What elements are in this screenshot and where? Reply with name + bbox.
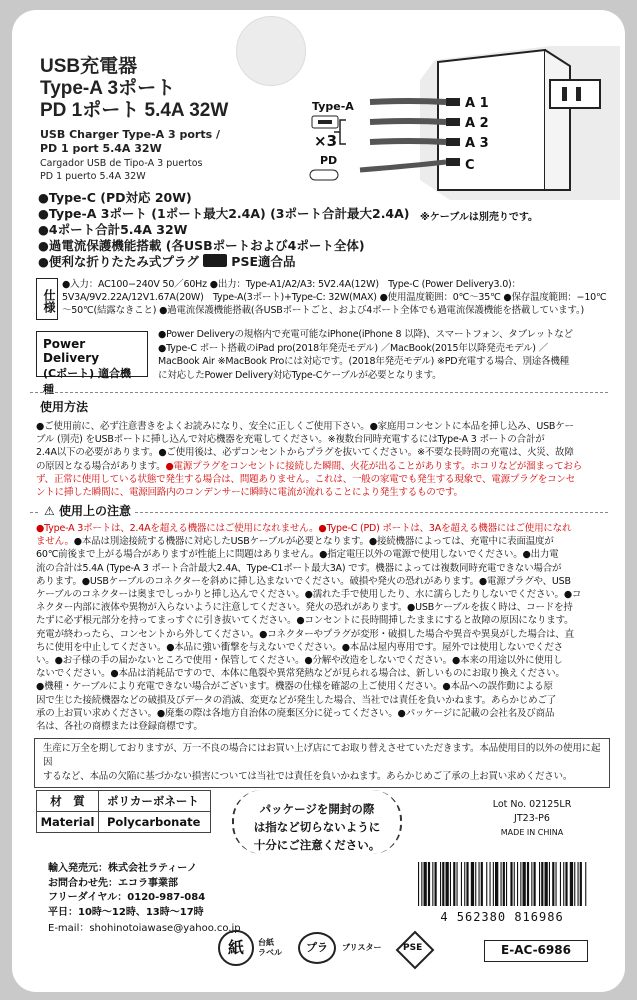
usage-line: ブル (別売) をUSBポートに挿し込んで対応機器を充電してください。※複数台同時充電するにはType-A 3 ポートの合計が xyxy=(36,434,545,446)
barcode-bar xyxy=(570,862,573,906)
feature-list xyxy=(38,190,410,270)
usage-text xyxy=(36,420,622,499)
barcode-bar xyxy=(493,862,494,906)
barcode-bar xyxy=(545,862,548,906)
company-email: E-mail：shohinotoiawase@yahoo.co.jp xyxy=(48,923,241,934)
barcode-bar xyxy=(479,862,480,906)
divider xyxy=(30,392,608,393)
pd-line: に対応したPower Delivery対応Type-Cケーブルが必要となります。 xyxy=(158,369,442,381)
barcode-bar xyxy=(475,862,476,906)
spec-label: 仕様 xyxy=(36,278,58,320)
material-en-label: Material xyxy=(37,812,99,833)
barcode-bar xyxy=(560,862,561,906)
company-contact: お問合わせ先：エコラ事業部 xyxy=(48,877,178,889)
warning-icon: ⚠ xyxy=(44,504,55,518)
barcode-bar xyxy=(539,862,540,906)
barcode-bar xyxy=(490,862,491,906)
port-c-label: C xyxy=(465,158,475,173)
feature-item: ●Type-C (PD対応 20W) xyxy=(38,190,192,205)
feature-item: ●Type-A 3ポート (1ポート最大2.4A) (3ポート合計最大2.4A) xyxy=(38,206,410,221)
barcode-bar xyxy=(418,862,419,906)
company-info xyxy=(48,862,241,937)
caution-line: 充電が終わったら、コンセントから外してください。●コネクターやプラグが変形・破損した場合や異音や異臭がした場合は、直 xyxy=(36,628,574,640)
subtitle-es xyxy=(40,158,203,183)
barcode-bar xyxy=(503,862,505,906)
caution-line: 承の上お買い求めください。●廃棄の際は各地方自治体の廃棄区分に従ってください。●パッケージに記載の会社名及び商品 xyxy=(36,707,555,719)
subtitle-es-line1: Cargador USB de Tipo-A 3 puertos xyxy=(40,158,203,169)
lot-info xyxy=(482,798,582,840)
hang-hole xyxy=(236,16,306,86)
spec-line: ●入力：AC100−240V 50／60Hz ●出力：Type-A1/A2/A3: 5V2.4A(12W) Type-C (Power Delivery3.0)： xyxy=(62,279,521,290)
subtitle-en-line1: USB Charger Type-A 3 ports / xyxy=(40,128,221,141)
barcode-bar xyxy=(446,862,449,906)
open-note-line: は指など切らないように xyxy=(253,820,381,834)
caution-line: あります。●USBケーブルのコネクターを斜めに挿し込まないでください。破損や発火の恐れがあります。●電源プラグや、USB xyxy=(36,575,571,587)
pd-compat-label1: Power Delivery xyxy=(43,337,100,365)
barcode-bar xyxy=(466,862,468,906)
barcode-bars xyxy=(412,862,592,906)
barcode-bar xyxy=(541,862,543,906)
port-a2-label: A 2 xyxy=(465,116,489,131)
pd-label: PD xyxy=(320,154,338,167)
spec-line: 〜50℃(結露なきこと) ●過電流保護機能搭載(各USBポートごと、および4ポート全体でも過電流保護機能を搭載しています。) xyxy=(62,305,585,317)
product-title xyxy=(40,56,228,122)
barcode-bar xyxy=(549,862,550,906)
caution-line: ません。●本品は別途接続する機器に対応したUSBケーブルが必要となります。●接続機器によっては、充電中に表面温度が xyxy=(36,536,554,548)
usage-line: の原因となる場合があります。●電源プラグをコンセントに接続した瞬間、火花が出ることがあります。ホコリなどが溜まっておら xyxy=(36,460,582,472)
barcode-bar xyxy=(435,862,437,906)
barcode-bar xyxy=(453,862,455,906)
pd-line: ●Power Deliveryの規格内で充電可能なiPhone(iPhone 8 以降)、スマートフォン、タブレットなど xyxy=(158,329,573,340)
pd-line: ●Type-C ポート搭載のiPad pro(2018年発売モデル) ／MacBook(2015年以降発売モデル) ／ xyxy=(158,342,548,354)
caution-heading: ⚠ 使用上の注意 xyxy=(40,502,135,519)
feature-item: ●4ポート合計5.4A 32W xyxy=(38,222,188,237)
caution-line: たずに必ず根元部分を持ってまっすぐに引き抜いてください。●コンセントに長時間挿したままにすると故障の原因になります。 xyxy=(36,615,574,627)
barcode-bar xyxy=(424,862,427,906)
open-note-line: 十分にご注意ください。 xyxy=(253,838,381,852)
pd-compat-text xyxy=(158,328,620,382)
barcode-bar xyxy=(563,862,564,906)
plastic-recycle-label: ブリスター xyxy=(342,943,382,952)
pse-label: PSE適合品 xyxy=(231,254,296,269)
lot-code: JT23-P6 xyxy=(514,813,550,824)
company-hours: 平日：10時〜12時、13時〜17時 xyxy=(48,906,204,918)
barcode-bar xyxy=(501,862,502,906)
pd-line: MacBook Air ※MacBook Proには対応です。(2018年発売モデル) ※PD充電する場合、別途各機種 xyxy=(158,356,569,367)
barcode-bar xyxy=(471,862,474,906)
lot-number: Lot No. 02125LR xyxy=(492,799,572,810)
usage-line: ントに挿した瞬間に、電源回路内のコンデンサーに瞬時に電流が流れることにより発生するものです。 xyxy=(36,487,463,499)
pse-chip-icon xyxy=(203,254,227,267)
title-line2: Type-A 3ポート xyxy=(40,78,176,99)
caution-line: ●Type-A 3ポートは、2.4Aを超える機器にはご使用になれません。●Type-C (PD) ポートは、3Aを超える機器にはご使用になれ xyxy=(36,523,572,534)
made-in: MADE IN CHINA xyxy=(500,828,564,837)
usage-line: ●ご使用前に、必ず注意書きをよくお読みになり、安全に正しくご使用下さい。●家庭用コンセントに本品を挿し込み、USBケー xyxy=(36,421,574,432)
barcode xyxy=(412,862,592,924)
pd-compat-label xyxy=(36,331,148,396)
material-table xyxy=(36,790,211,833)
charger-diagram xyxy=(300,40,620,210)
barcode-bar xyxy=(506,862,507,906)
title-line3: PD 1ポート 5.4A 32W xyxy=(40,100,229,121)
caution-line: ●機種・ケーブルにより充電できない場合がございます。機器の仕様を確認の上ご使用ください。●本品への誤作動による原 xyxy=(36,681,553,693)
caution-line: 60℃前後まで上がる場合がありますが性能上に問題はありません。●指定電圧以外の電源で使用しないでください。●出力電 xyxy=(36,549,559,561)
barcode-bar xyxy=(442,862,444,906)
subtitle-es-line2: PD 1 puerto 5.4A 32W xyxy=(40,170,146,182)
caution-line: 名は、各社の商標または登録商標です。 xyxy=(36,721,203,733)
material-jp-value: ポリカーボネート xyxy=(99,791,211,812)
barcode-bar xyxy=(552,862,554,906)
barcode-bar xyxy=(457,862,458,906)
company-freedial: フリーダイヤル：0120-987-084 xyxy=(48,892,206,903)
feature-item: ●便利な折りたたみ式プラグ PSE適合品 xyxy=(38,254,296,269)
barcode-bar xyxy=(580,862,582,906)
spec-text xyxy=(62,278,622,318)
barcode-bar xyxy=(585,862,586,906)
spec-line: 5V3A/9V2.22A/12V1.67A(20W) Type-A(3ポート)+Type-C: 32W(MAX) ●使用温度範囲：0℃〜35℃ ●保存温度範囲：−10℃ xyxy=(62,292,607,304)
caution-line: ちに使用を中止してください。●本品に強い衝撃を与えないでください。●本品は屋内専用です。屋外では使用しないでくださ xyxy=(36,641,563,653)
barcode-bar xyxy=(523,862,526,906)
caution-text xyxy=(36,522,622,733)
feature-item: ●過電流保護機能搭載 (各USBポートおよび4ポート全体) xyxy=(38,238,365,253)
port-a1-label: A 1 xyxy=(465,96,489,111)
caution-line: 因で生じた接続機器などの破損及びデータの消滅、変更などが発生した場合、当社では責任を負いかねます。あらかじめご了 xyxy=(36,694,557,706)
usage-heading: 使用方法 xyxy=(40,400,89,414)
barcode-bar xyxy=(428,862,430,906)
barcode-bar xyxy=(440,862,441,906)
caution-line: ケーブルのコネクターは奥までしっかりと挿し込んでください。●濡れた手で使用したり、水に濡らしたりしないでください。●コ xyxy=(36,589,582,601)
barcode-bar xyxy=(432,862,433,906)
barcode-bar xyxy=(495,862,498,906)
barcode-bar xyxy=(421,862,422,906)
barcode-bar xyxy=(556,862,557,906)
barcode-bar xyxy=(486,862,487,906)
cable-note: ※ケーブルは別売りです。 xyxy=(420,212,539,223)
barcode-bar xyxy=(450,862,451,906)
material-jp-label: 材 質 xyxy=(37,791,99,812)
barcode-bar xyxy=(531,862,532,906)
barcode-bar xyxy=(517,862,518,906)
barcode-bar xyxy=(520,862,521,906)
barcode-bar xyxy=(574,862,575,906)
open-note-line: パッケージを開封の際 xyxy=(259,802,375,816)
charger-illustration xyxy=(300,40,620,210)
caution-line: い。●お子様の手の届かないところで使用・保管してください。●分解や改造をしないでください。●本来の用途以外に使用し xyxy=(36,655,563,667)
barcode-bar xyxy=(565,862,567,906)
plastic-recycle-icon: プラ xyxy=(298,932,336,964)
disclaimer-line: するなど、本品の欠陥に基づかない損害については当社では責任を負いかねます。あらかじめご了承の上お買い求めください。 xyxy=(43,771,573,782)
barcode-bar xyxy=(481,862,483,906)
subtitle-en-line2: PD 1 port 5.4A 32W xyxy=(40,142,162,155)
caution-line: ないでください。●本品は消耗品ですので、本体に亀裂や異常発熱などが見られる場合は、新しいものにお取り換えください。 xyxy=(36,668,565,680)
pd-compat-label2: (Cポート) 適合機種 xyxy=(43,367,131,396)
disclaimer-line: 生産に万全を期しておりますが、万一不良の場合にはお買い上げ店にてお取り替えさせていただきます。本品使用目的以外の使用に起因 xyxy=(43,743,601,768)
company-seller: 輸入発売元：株式会社ラティーノ xyxy=(48,863,197,874)
barcode-bar xyxy=(578,862,579,906)
times3-label: ×3 xyxy=(314,132,338,150)
disclaimer-box xyxy=(34,738,610,788)
typea-label: Type-A xyxy=(312,100,354,113)
open-note xyxy=(232,790,402,854)
port-a3-label: A 3 xyxy=(465,136,489,151)
pse-mark-icon: PSE xyxy=(395,930,435,970)
material-en-value: Polycarbonate xyxy=(99,812,211,833)
usage-line: ず、正常に使用している状態で発生する場合は、問題ありません。これは、一般の家電でも発生する現象で、電源プラグをコンセ xyxy=(36,473,576,485)
caution-line: 流の合計は5.4A (Type-A 3 ポート合計最大2.4A、Type-C1ポート最大3A) です。機器によっては複数同時充電できない場合が xyxy=(36,562,562,574)
paper-recycle-label: 台紙 ラベル xyxy=(258,938,282,957)
subtitle-en xyxy=(40,128,220,156)
barcode-bar xyxy=(464,862,465,906)
paper-recycle-icon: 紙 xyxy=(218,930,254,966)
title-line1: USB充電器 xyxy=(40,56,138,77)
barcode-bar xyxy=(527,862,529,906)
barcode-bar xyxy=(534,862,536,906)
product-code: E-AC-6986 xyxy=(484,940,588,962)
usage-line: 2.4A以下の必要があります。●ご使用後は、必ずコンセントからプラグを抜いてください。※不要な長時間の充電は、火災、故障 xyxy=(36,447,574,459)
barcode-digits: 4 562380 816986 xyxy=(440,910,564,924)
barcode-bar xyxy=(510,862,512,906)
caution-line: ネクター内部に液体や異物が入らないように注意してください。発火の恐れがあります。●USBケーブルを抜く時は、コードを持 xyxy=(36,602,573,614)
barcode-bar xyxy=(461,862,462,906)
barcode-bar xyxy=(514,862,515,906)
